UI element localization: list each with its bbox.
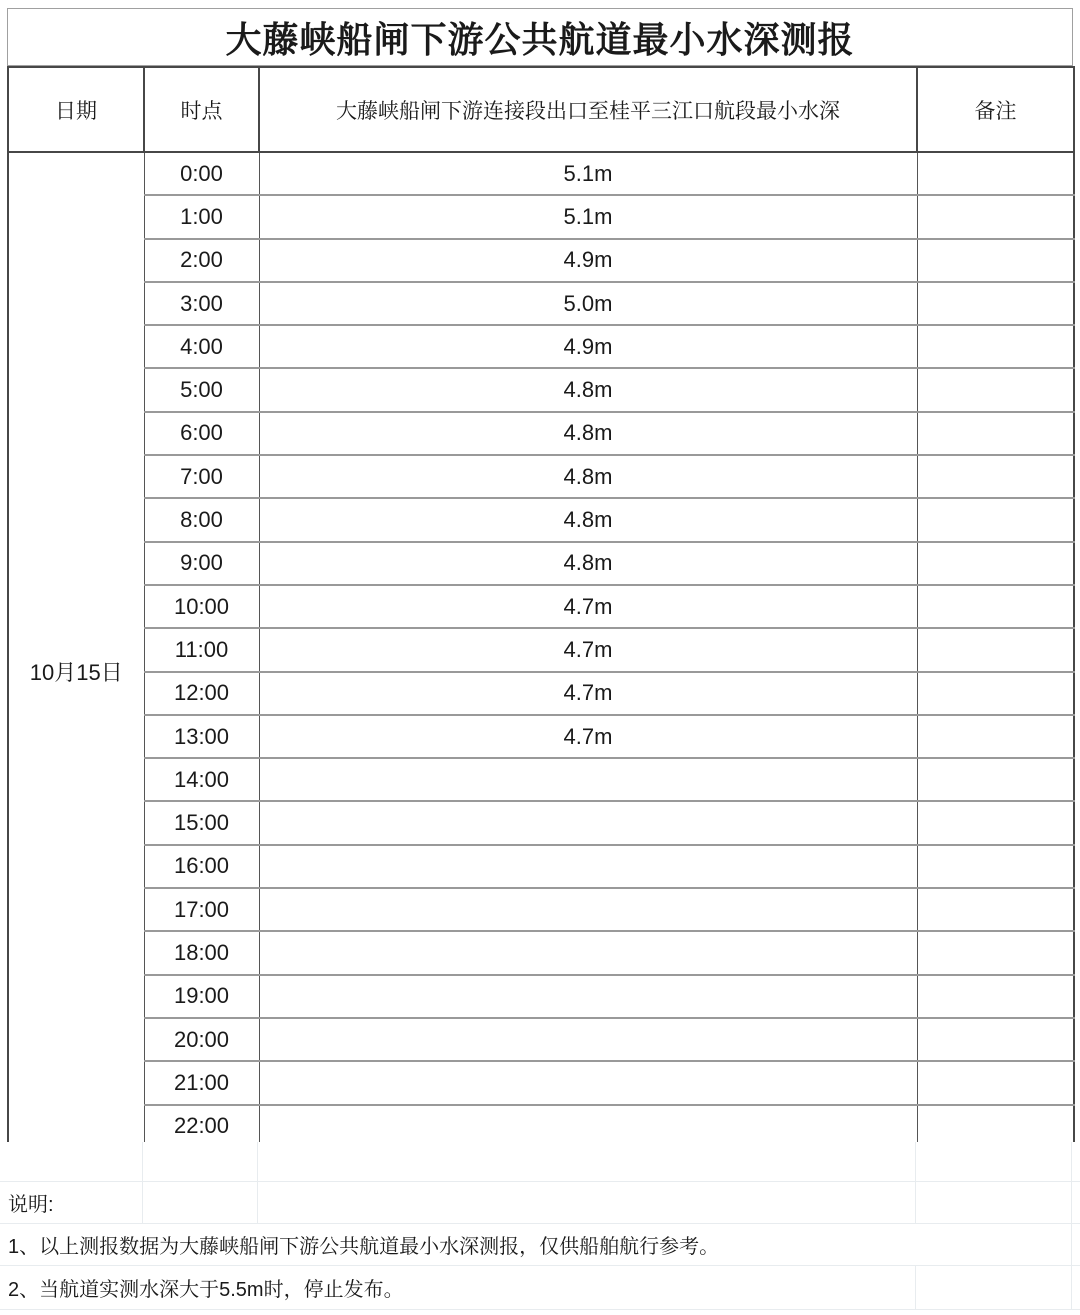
spacer-cell: [1072, 1266, 1080, 1309]
depth-cell: 4.8m: [259, 455, 917, 498]
table-row: [8, 542, 1074, 585]
time-cell: 17:00: [144, 888, 259, 931]
note-2-text: 2、当航道实测水深大于5.5m时，停止发布。: [0, 1266, 916, 1309]
time-cell: 19:00: [144, 975, 259, 1018]
depth-cell: 4.8m: [259, 368, 917, 411]
table-row: [8, 628, 1074, 671]
time-cell: 18:00: [144, 931, 259, 974]
depth-cell: [259, 758, 917, 801]
table-row: [8, 758, 1074, 801]
remark-cell: [917, 455, 1074, 498]
time-cell: 20:00: [144, 1018, 259, 1061]
remark-cell: [917, 585, 1074, 628]
report-title-box: [7, 8, 1073, 66]
remark-cell: [917, 1061, 1074, 1104]
remark-cell: [917, 975, 1074, 1018]
depth-cell: [259, 1061, 917, 1104]
depth-cell: 4.8m: [259, 412, 917, 455]
table-row: [8, 239, 1074, 282]
table-row: [8, 931, 1074, 974]
table-row: [8, 585, 1074, 628]
notes-label-row: [0, 1182, 1080, 1224]
time-cell: 14:00: [144, 758, 259, 801]
note-row-2: [0, 1266, 1080, 1310]
header-remark: 备注: [917, 67, 1074, 152]
remark-cell: [917, 888, 1074, 931]
depth-cell: 4.7m: [259, 585, 917, 628]
time-cell: 16:00: [144, 845, 259, 888]
date-cell: 10月15日: [29, 660, 123, 686]
table-row: [8, 195, 1074, 238]
remark-cell: [917, 931, 1074, 974]
time-cell: 1:00: [144, 195, 259, 238]
remark-cell: [917, 672, 1074, 715]
depth-table: [7, 66, 1075, 1192]
remark-cell: [917, 758, 1074, 801]
time-cell: 2:00: [144, 239, 259, 282]
spacer-cell: [0, 1142, 143, 1181]
table-row: [8, 282, 1074, 325]
time-cell: 4:00: [144, 325, 259, 368]
table-row: [8, 152, 1074, 195]
depth-cell: 4.9m: [259, 325, 917, 368]
depth-cell: 5.0m: [259, 282, 917, 325]
time-cell: 7:00: [144, 455, 259, 498]
time-cell: 21:00: [144, 1061, 259, 1104]
depth-cell: [259, 888, 917, 931]
remark-cell: [917, 368, 1074, 411]
remark-cell: [917, 325, 1074, 368]
spacer-cell: [143, 1142, 258, 1181]
time-cell: 3:00: [144, 282, 259, 325]
table-row: [8, 498, 1074, 541]
time-cell: 10:00: [144, 585, 259, 628]
spacer-cell: [258, 1182, 916, 1223]
depth-cell: [259, 975, 917, 1018]
table-row: [8, 975, 1074, 1018]
notes-label: 说明:: [0, 1182, 143, 1223]
header-time: 时点: [144, 67, 259, 152]
time-cell: 11:00: [144, 628, 259, 671]
time-cell: 12:00: [144, 672, 259, 715]
remark-cell: [917, 195, 1074, 238]
table-row: [8, 715, 1074, 758]
remark-cell: [917, 628, 1074, 671]
time-cell: 22:00: [144, 1105, 259, 1148]
table-row: [8, 888, 1074, 931]
time-cell: 8:00: [144, 498, 259, 541]
spacer-cell: [916, 1266, 1072, 1309]
spacer-cell: [1072, 1142, 1080, 1181]
remark-cell: [917, 412, 1074, 455]
remark-cell: [917, 498, 1074, 541]
depth-table-body: [8, 152, 1074, 1191]
remark-cell: [917, 715, 1074, 758]
time-cell: 9:00: [144, 542, 259, 585]
remark-cell: [917, 1018, 1074, 1061]
remark-cell: [917, 801, 1074, 844]
note-row-1: [0, 1224, 1080, 1266]
remark-cell: [917, 152, 1074, 195]
depth-cell: 4.7m: [259, 628, 917, 671]
remark-cell: [917, 542, 1074, 585]
depth-cell: 4.7m: [259, 715, 917, 758]
depth-cell: 4.7m: [259, 672, 917, 715]
time-cell: 15:00: [144, 801, 259, 844]
spacer-cell: [1072, 1182, 1080, 1223]
depth-cell: 5.1m: [259, 195, 917, 238]
header-row: [8, 67, 1074, 152]
spacer-cell: [916, 1182, 1072, 1223]
depth-cell: [259, 845, 917, 888]
spacer-cell: [916, 1142, 1072, 1181]
remark-cell: [917, 282, 1074, 325]
depth-cell: 4.8m: [259, 498, 917, 541]
table-row: [8, 672, 1074, 715]
table-row: [8, 368, 1074, 411]
table-row: [8, 801, 1074, 844]
time-cell: 0:00: [144, 152, 259, 195]
depth-table-header: [8, 67, 1074, 152]
remark-cell: [917, 845, 1074, 888]
note-1-text: 1、以上测报数据为大藤峡船闸下游公共航道最小水深测报，仅供船舶航行参考。: [0, 1224, 1072, 1265]
time-cell: 6:00: [144, 412, 259, 455]
table-row: [8, 1061, 1074, 1104]
time-cell: 13:00: [144, 715, 259, 758]
table-row: [8, 1018, 1074, 1061]
header-depth: 大藤峡船闸下游连接段出口至桂平三江口航段最小水深: [259, 67, 917, 152]
depth-cell: [259, 1018, 917, 1061]
depth-cell: [259, 801, 917, 844]
depth-cell: 4.8m: [259, 542, 917, 585]
table-row: [8, 455, 1074, 498]
spacer-row: [0, 1142, 1080, 1182]
table-row: [8, 412, 1074, 455]
header-date: 日期: [8, 67, 144, 152]
depth-cell: 5.1m: [259, 152, 917, 195]
time-cell: 5:00: [144, 368, 259, 411]
spacer-cell: [143, 1182, 258, 1223]
depth-cell: [259, 931, 917, 974]
depth-cell: 4.9m: [259, 239, 917, 282]
page-title: 大藤峡船闸下游公共航道最小水深测报: [225, 18, 855, 60]
table-row: [8, 325, 1074, 368]
spacer-cell: [1072, 1224, 1080, 1265]
table-row: [8, 845, 1074, 888]
spacer-cell: [258, 1142, 916, 1181]
remark-cell: [917, 239, 1074, 282]
